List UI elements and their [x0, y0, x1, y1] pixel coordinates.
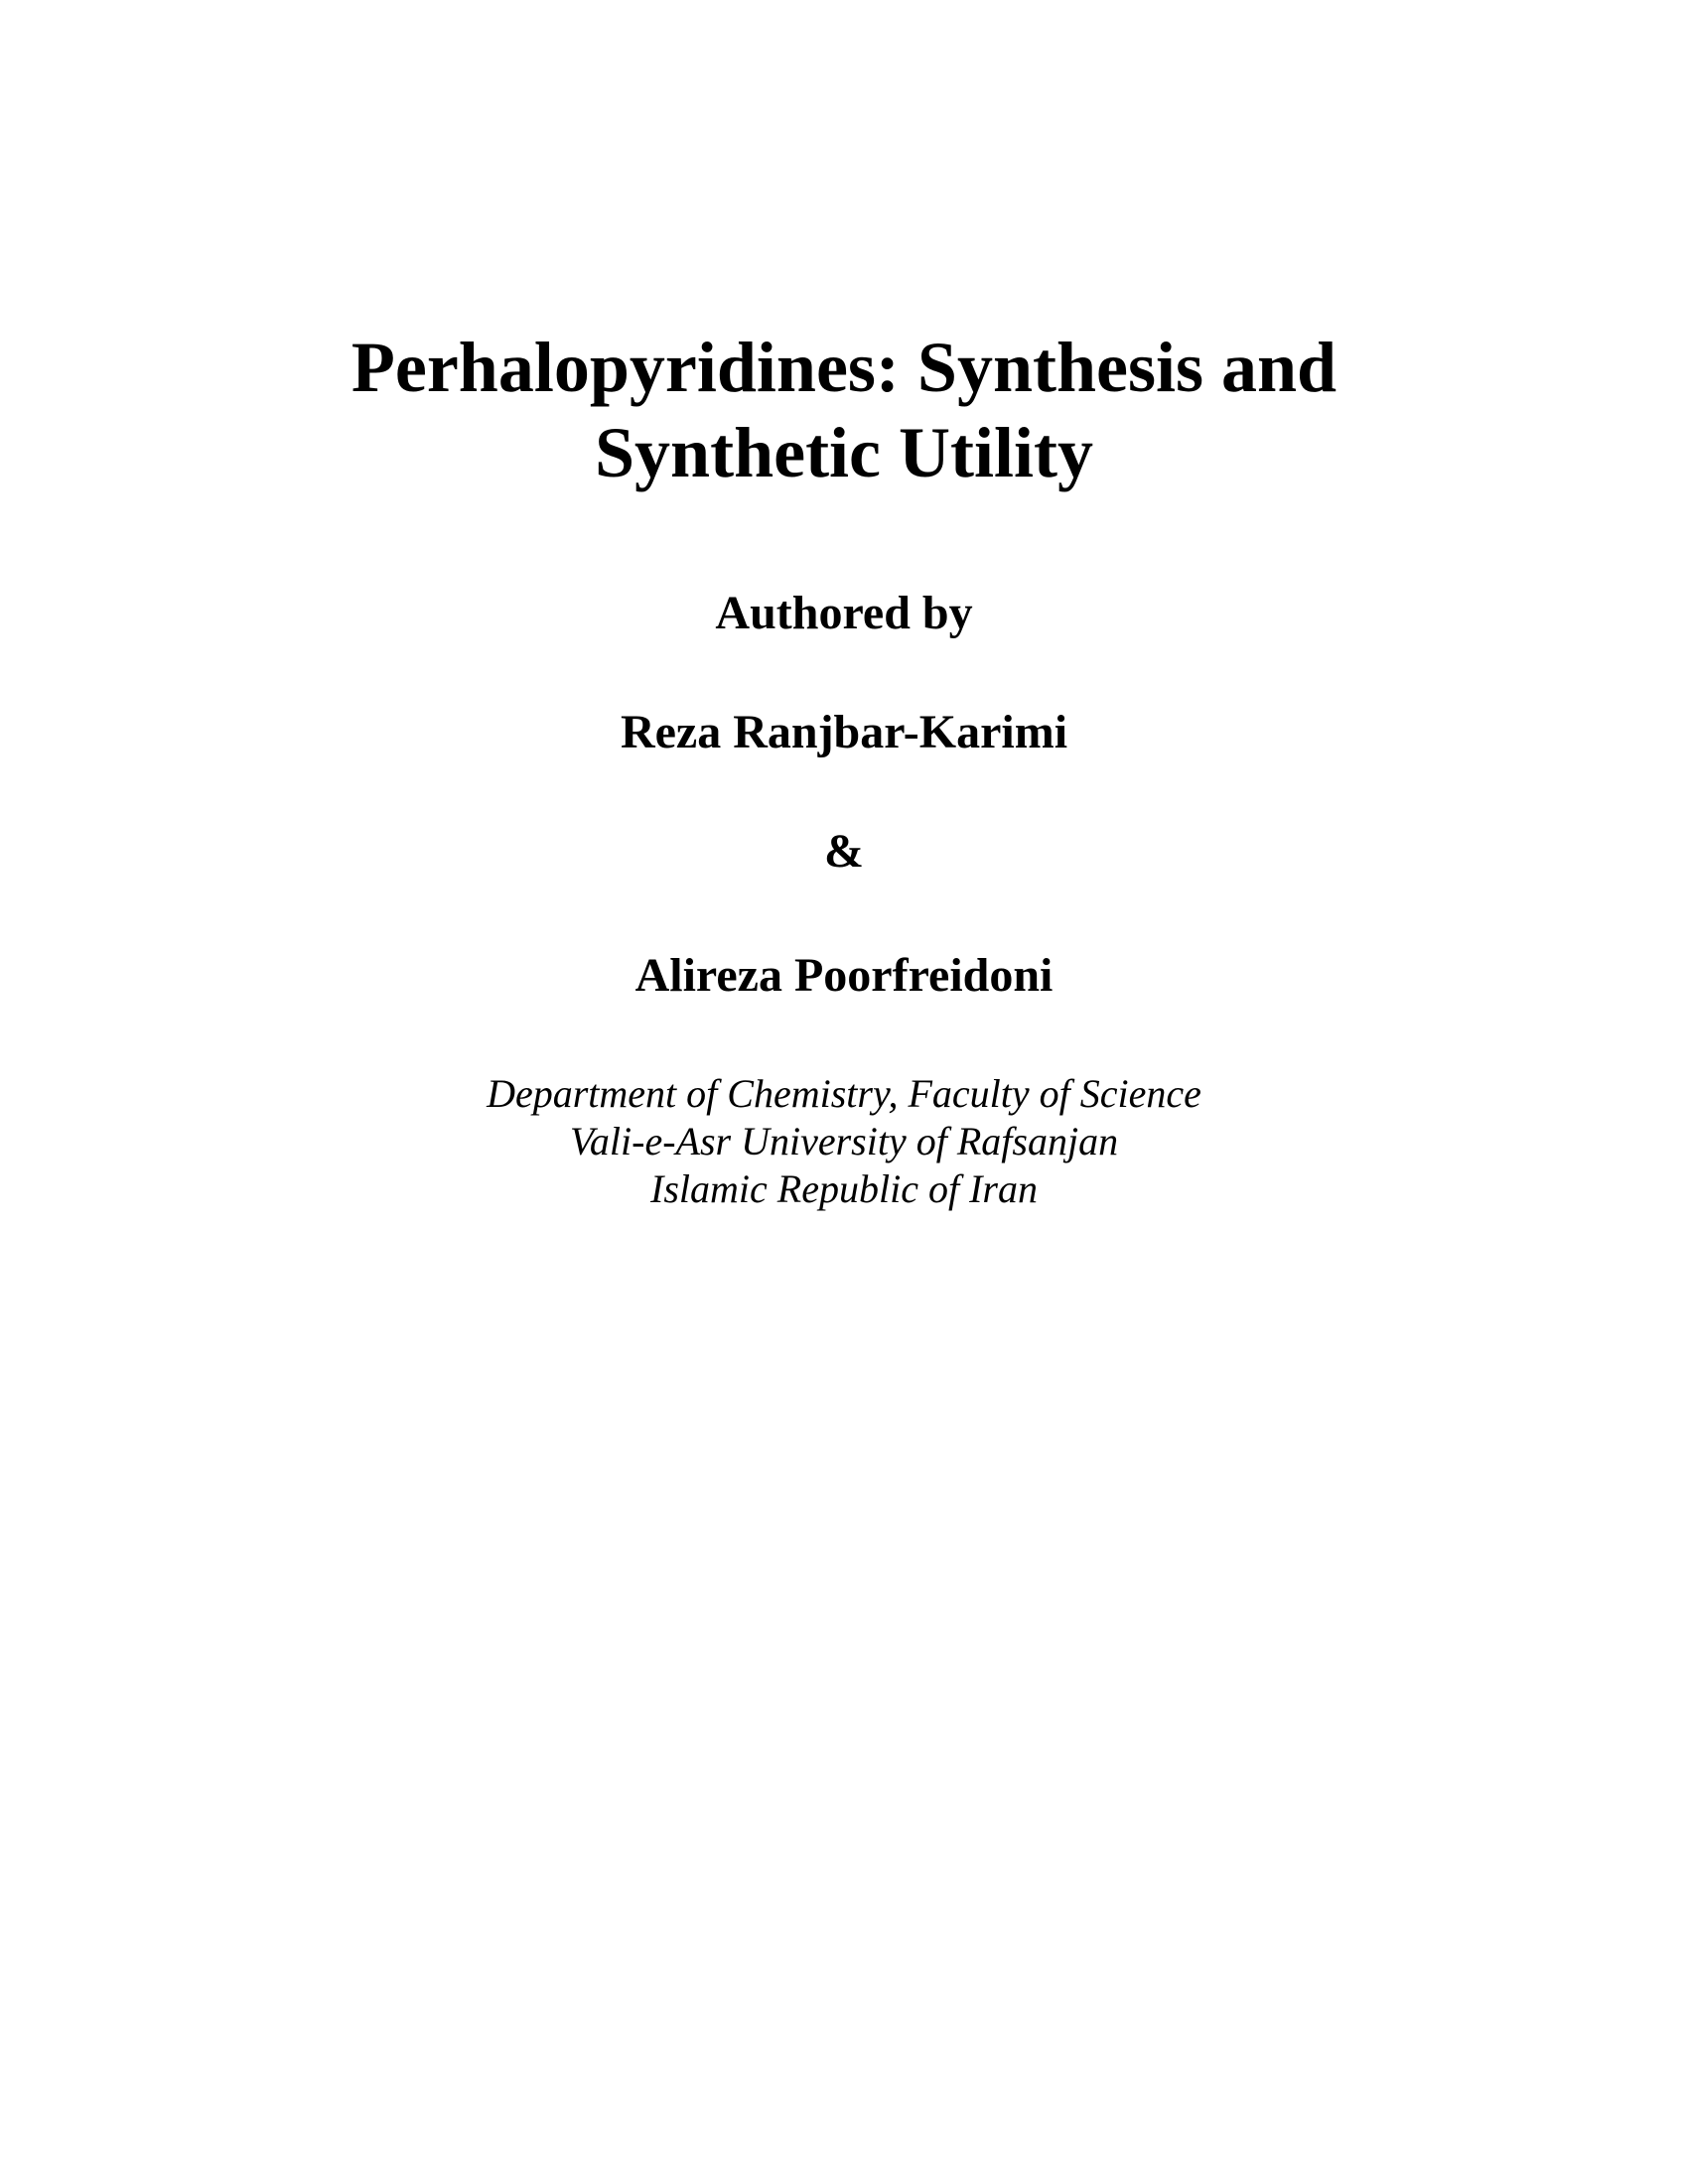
author-name-2: Alireza Poorfreidoni [634, 949, 1054, 1002]
author-separator: & [824, 825, 864, 878]
affiliation-country: Islamic Republic of Iran [650, 1166, 1038, 1211]
affiliation-department: Department of Chemistry, Faculty of Science [487, 1071, 1201, 1116]
authored-by-label: Authored by [715, 587, 973, 639]
book-title-line-2: Synthetic Utility [595, 413, 1093, 492]
book-title-line-1: Perhalopyridines: Synthesis and [351, 328, 1337, 407]
affiliation-university: Vali-e-Asr University of Rafsanjan [569, 1119, 1119, 1163]
author-name-1: Reza Ranjbar-Karimi [620, 706, 1068, 758]
